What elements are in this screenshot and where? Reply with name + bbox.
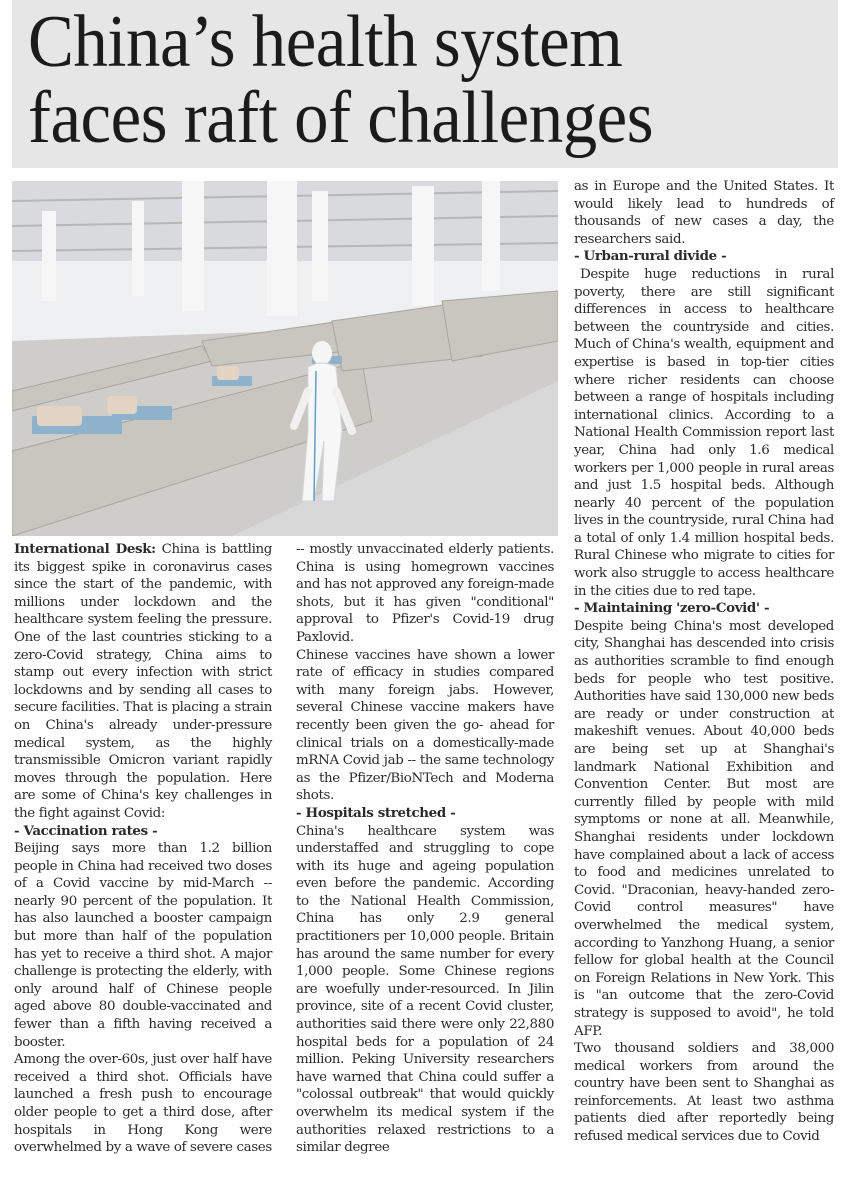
subheading-maintaining-zero-covid: - Maintaining 'zero-Covid' -: [574, 600, 770, 617]
paragraph: Despite huge reductions in rural poverty, there are still significant differences in access to healthcare between the countryside and cities. Much of China's wealth, equipment and expertise is based in top-tier cities where richer residents can choose between a range of hospitals including international clinics. According to a National Health Commission report last year, China had only 1.6 medical workers per 1,000 people in rural areas and just 1.5 hospital beds. Although nearly 40 percent of the population lives in the countryside, rural China had a total of only 1.4 million hospital beds. Rural Chinese who migrate to cities for work also struggle to access healthcare in the cities due to red tape.: [574, 266, 834, 599]
paragraph: Despite being China's most developed city, Shanghai has descended into crisis as authorities scramble to find enough beds for people who test positive. Authorities have said 130,000 new beds are ready or under construction at makeshift venues. About 40,000 beds are being set up at Shanghai's landmark National Exhibition and Convention Center. But most are currently filled by people with mild symptoms or none at all. Meanwhile, Shanghai residents under lockdown have complained about a lack of access to food and medicines unrelated to Covid. "Draconian, heavy-handed zero-Covid control measures" have overwhelmed the medical system, according to Yanzhong Huang, a senior fellow for global health at the Council on Foreign Relations in New York. This is "an outcome that the zero-Covid strategy is supposed to avoid", he told AFP.: [574, 618, 834, 1039]
subheading-urban-rural-divide: - Urban-rural divide -: [574, 248, 727, 265]
paragraph: Beijing says more than 1.2 billion people in China had received two doses of a Covid vaccine by mid-March -- nearly 90 percent of the population. It has also launched a booster campaign but more than half of the population has yet to receive a third shot. A major challenge is protecting the elderly, with only around half of Chinese people aged above 80 double-vaccinated and fewer than a fifth having received a booster.: [14, 841, 272, 1050]
subheading-vaccination-rates: - Vaccination rates -: [14, 822, 158, 839]
paragraph: [14, 541, 272, 823]
paragraph: China's healthcare system was understaffed and struggling to cope with its huge and ageing population even before the pandemic. According to the National Health Commission, China has only 2.9 general practitioners per 10,000 people. Britain has around the same number for every 1,000 people. Some Chinese regions are woefully under-resourced. In Jilin province, site of a recent Covid cluster, authorities said there were only 22,880 hospital beds for a population of 24 million. Peking University researchers have warned that China could suffer a "colossal outbreak" that would quickly overwhelm its medical system if the authorities relaxed restrictions to a similar degree: [296, 823, 554, 1156]
paragraph-text: China is battling its biggest spike in coronavirus cases since the start of the pandemic, with millions under lockdown and the healthcare system feeling the pressure. One of the last countries sticking to a zero-Covid strategy, China aims to stamp out every infection with strict lockdowns and by sending all cases to secure facilities. That is placing a strain on China's already under-pressure medical system, as the highly transmissible Omicron variant rapidly moves through the population. Here are some of China's key challenges in the fight against Covid:: [14, 542, 272, 821]
dateline: International Desk:: [14, 541, 156, 557]
article-photo: [12, 181, 558, 536]
paragraph: Among the over-60s, just over half have received a third shot. Officials have launched a fresh push to encourage older people to get a third dose, after hospitals in Hong Kong were overwhelmed by a wave of severe cases: [14, 1052, 272, 1156]
headline-band: [12, 0, 838, 168]
subheading-hospitals-stretched: - Hospitals stretched -: [296, 804, 456, 821]
article-column-1: [14, 541, 272, 1157]
quarantine-hall-photo: [12, 181, 558, 536]
paragraph: as in Europe and the United States. It would likely lead to hundreds of thousands of new cases a day, the researchers said.: [574, 179, 834, 247]
headline-line-2: faces raft of challenges: [28, 77, 654, 159]
paragraph: Two thousand soldiers and 38,000 medical workers from around the country have been sent to Shanghai as reinforcements. At least two asthma patients died after reportedly being refused medical services due to Covid: [574, 1041, 834, 1145]
headline-line-1: China’s health system: [28, 1, 623, 83]
headline: [28, 1, 654, 159]
paragraph: -- mostly unvaccinated elderly patients. China is using homegrown vaccines and has not approved any foreign-made shots, but it has given "conditional" approval to Pfizer's Covid-19 drug Paxlovid.: [296, 542, 554, 645]
article-column-3: [574, 178, 834, 1146]
article-column-2: [296, 541, 554, 1157]
paragraph: Chinese vaccines have shown a lower rate of efficacy in studies compared with many foreign jabs. However, several Chinese vaccine makers have recently been given the go- ahead for clinical trials on a domestically-made mRNA Covid jab -- the same technology as the Pfizer/BioNTech and Moderna shots.: [296, 647, 554, 804]
